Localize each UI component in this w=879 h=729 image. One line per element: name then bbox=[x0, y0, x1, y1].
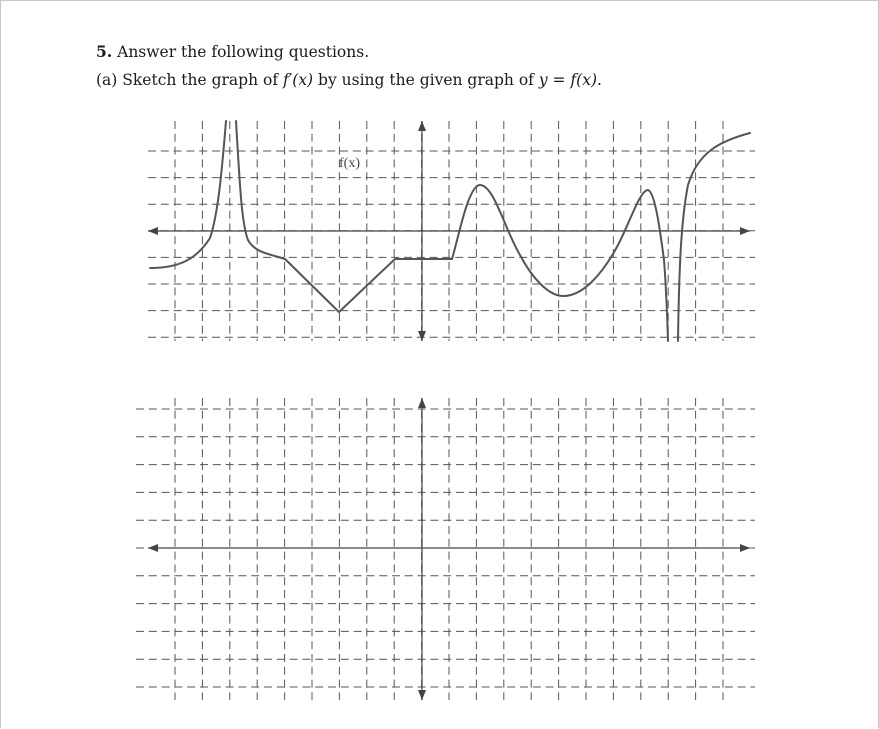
top-x-axis-left-arrow bbox=[148, 227, 158, 235]
fprime-expression: f′(x) bbox=[283, 71, 314, 89]
top-y-axis-down-arrow bbox=[418, 331, 426, 341]
curve-piecewise-linear bbox=[285, 259, 452, 312]
curve-left-spike bbox=[150, 121, 226, 268]
curve-wave bbox=[452, 185, 668, 341]
part-end: . bbox=[597, 71, 602, 89]
curve-left-spike-descent bbox=[236, 121, 285, 259]
bottom-graph bbox=[136, 398, 755, 700]
top-y-axis-up-arrow bbox=[418, 121, 426, 131]
question-prompt: Answer the following questions. bbox=[117, 43, 370, 61]
bottom-x-axis-left-arrow bbox=[148, 544, 158, 552]
part-text-mid: by using the given graph of bbox=[318, 71, 534, 89]
top-graph bbox=[148, 121, 755, 341]
curve-right-branch bbox=[678, 133, 750, 341]
part-label: (a) bbox=[96, 71, 118, 89]
top-x-axis-right-arrow bbox=[740, 227, 750, 235]
part-text-before: Sketch the graph of bbox=[122, 71, 279, 89]
bottom-grid-vertical-lines bbox=[175, 398, 723, 700]
question-number: 5. bbox=[96, 42, 113, 61]
bottom-y-axis-up-arrow bbox=[418, 398, 426, 408]
bottom-y-axis-down-arrow bbox=[418, 690, 426, 700]
bottom-x-axis-right-arrow bbox=[740, 544, 750, 552]
fx-curve-label: f(x) bbox=[339, 156, 360, 171]
function-expression: y = f(x) bbox=[538, 71, 597, 89]
